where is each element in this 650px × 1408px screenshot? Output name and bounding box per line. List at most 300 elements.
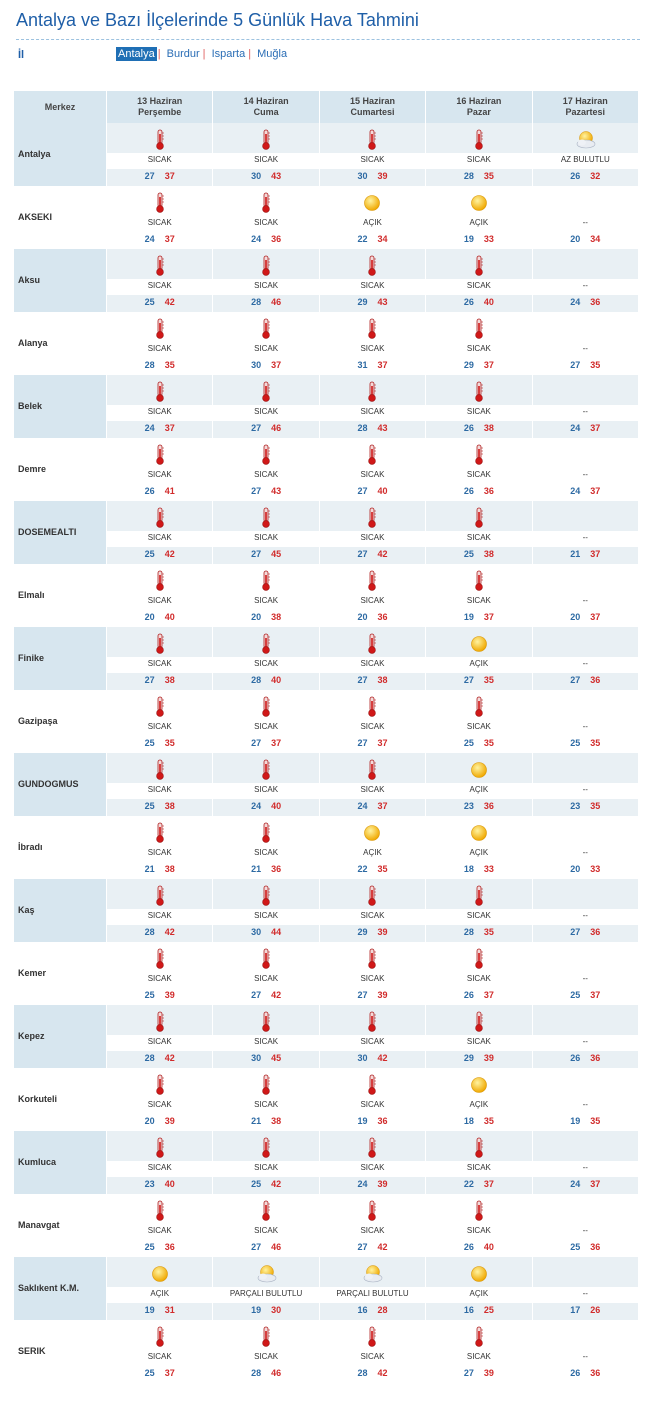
temperature-range [533, 1242, 638, 1252]
min-temperature: 25 [570, 990, 581, 1000]
min-temperature: 20 [570, 612, 581, 622]
temperature-range [213, 360, 318, 370]
forecast-row [14, 690, 639, 753]
max-temperature: 42 [377, 549, 388, 559]
max-temperature: 43 [377, 423, 388, 433]
forecast-cell-content [426, 1194, 531, 1257]
condition-label: SICAK [466, 281, 491, 290]
max-temperature: 35 [377, 864, 388, 874]
max-temperature: 36 [590, 1053, 601, 1063]
condition-label: SICAK [360, 281, 385, 290]
forecast-cell-content [426, 438, 531, 501]
forecast-row [14, 249, 639, 312]
forecast-cell [213, 1068, 319, 1131]
max-temperature: 42 [377, 1242, 388, 1252]
forecast-cell [532, 564, 638, 627]
day-date: 17 Haziran [562, 96, 608, 106]
thermometer-icon [469, 318, 489, 340]
thermometer-icon [362, 444, 382, 466]
thermometer-icon [469, 444, 489, 466]
temperature-range [107, 864, 212, 874]
min-temperature: 16 [463, 1305, 474, 1315]
thermometer-icon [256, 1011, 276, 1033]
min-temperature: 26 [463, 486, 474, 496]
forecast-cell-content [320, 1194, 425, 1257]
min-temperature: 24 [357, 1179, 368, 1189]
condition-label: PARÇALI BULUTLU [336, 1289, 409, 1298]
forecast-cell [107, 186, 213, 249]
temperature-range [107, 1305, 212, 1315]
forecast-cell [319, 501, 425, 564]
temperature-range [426, 738, 531, 748]
forecast-cell-content [533, 1068, 638, 1131]
city-cell [14, 249, 107, 312]
temperature-range [213, 1053, 318, 1063]
max-temperature: 42 [377, 1053, 388, 1063]
city-cell [14, 312, 107, 375]
min-temperature: 28 [144, 1053, 155, 1063]
condition-label: SICAK [360, 911, 385, 920]
forecast-cell [426, 627, 532, 690]
forecast-cell [319, 375, 425, 438]
forecast-cell-content [107, 690, 212, 753]
partly-cloudy-icon [256, 1263, 276, 1285]
min-temperature: 22 [463, 1179, 474, 1189]
temperature-range [426, 1368, 531, 1378]
temperature-range [426, 612, 531, 622]
forecast-cell-content [426, 942, 531, 1005]
max-temperature: 34 [377, 234, 388, 244]
thermometer-icon [362, 633, 382, 655]
forecast-cell [213, 1005, 319, 1068]
forecast-cell [213, 312, 319, 375]
thermometer-icon [256, 1074, 276, 1096]
condition-label: SICAK [466, 1037, 491, 1046]
forecast-cell-content [107, 312, 212, 375]
thermometer-icon [256, 255, 276, 277]
min-temperature: 26 [144, 486, 155, 496]
temperature-range [426, 234, 531, 244]
condition-label: SICAK [147, 407, 172, 416]
province-link-antalya[interactable]: Antalya [118, 48, 155, 60]
forecast-cell-content [320, 186, 425, 249]
forecast-cell [426, 1257, 532, 1320]
forecast-cell-content [426, 501, 531, 564]
forecast-cell-content [213, 564, 318, 627]
min-temperature: 20 [144, 1116, 155, 1126]
condition-label: -- [582, 848, 588, 857]
max-temperature: 45 [271, 1053, 282, 1063]
forecast-cell [426, 816, 532, 879]
thermometer-icon [150, 255, 170, 277]
forecast-row [14, 312, 639, 375]
forecast-cell-content [320, 1131, 425, 1194]
province-link-mugla[interactable]: Muğla [257, 48, 288, 60]
temperature-range [426, 360, 531, 370]
forecast-cell [532, 816, 638, 879]
thermometer-icon [150, 759, 170, 781]
forecast-cell [107, 564, 213, 627]
temperature-range [320, 675, 425, 685]
forecast-cell-content [320, 564, 425, 627]
condition-label: SICAK [254, 911, 279, 920]
temperature-range [320, 864, 425, 874]
forecast-cell-content [213, 1257, 318, 1320]
forecast-cell [213, 123, 319, 186]
min-temperature: 18 [463, 1116, 474, 1126]
day-header [426, 91, 532, 123]
condition-label: PARÇALI BULUTLU [229, 1289, 303, 1298]
condition-label: AÇIK [469, 659, 489, 668]
max-temperature: 39 [377, 1179, 388, 1189]
forecast-row [14, 1005, 639, 1068]
min-temperature: 30 [357, 1053, 368, 1063]
thermometer-icon [256, 444, 276, 466]
forecast-cell-content [320, 942, 425, 1005]
forecast-cell [426, 690, 532, 753]
temperature-range [213, 990, 318, 1000]
forecast-cell [426, 753, 532, 816]
thermometer-icon [362, 885, 382, 907]
condition-label: -- [582, 407, 588, 416]
forecast-row [14, 942, 639, 1005]
separator: | [157, 48, 161, 60]
max-temperature: 38 [164, 864, 175, 874]
day-date: 15 Haziran [349, 96, 395, 106]
temperature-range [426, 864, 531, 874]
forecast-cell-content [533, 627, 638, 690]
temperature-range [320, 1116, 425, 1126]
thermometer-icon [469, 255, 489, 277]
temperature-range [213, 1368, 318, 1378]
thermometer-icon [469, 1137, 489, 1159]
forecast-cell-content [533, 123, 638, 186]
forecast-cell [319, 753, 425, 816]
temperature-range [213, 864, 318, 874]
temperature-range [107, 549, 212, 559]
min-temperature: 26 [570, 1368, 581, 1378]
condition-label: AÇIK [363, 218, 382, 227]
max-temperature: 35 [483, 738, 494, 748]
condition-label: SICAK [360, 155, 385, 164]
forecast-row [14, 438, 639, 501]
forecast-cell [107, 312, 213, 375]
min-temperature: 27 [570, 360, 581, 370]
thermometer-icon [256, 507, 276, 529]
condition-label: SICAK [254, 1352, 279, 1361]
thermometer-icon [469, 570, 489, 592]
max-temperature: 25 [483, 1305, 494, 1315]
forecast-cell-content [213, 942, 318, 1005]
forecast-cell-content [107, 1005, 212, 1068]
condition-label: SICAK [466, 1163, 491, 1172]
min-temperature: 27 [144, 675, 155, 685]
province-link-burdur[interactable]: Burdur [166, 48, 200, 60]
min-temperature: 21 [251, 864, 262, 874]
thermometer-icon [150, 696, 170, 718]
min-temperature: 18 [463, 864, 474, 874]
forecast-cell-content [107, 879, 212, 942]
condition-label: SICAK [147, 470, 172, 479]
min-temperature: 23 [570, 801, 581, 811]
temperature-range [533, 990, 638, 1000]
max-temperature: 40 [377, 486, 388, 496]
condition-label: SICAK [254, 470, 279, 479]
forecast-cell-content [107, 501, 212, 564]
forecast-cell [426, 1320, 532, 1383]
thermometer-icon [150, 1074, 170, 1096]
forecast-cell [426, 942, 532, 1005]
city-name: Kumluca [18, 1157, 57, 1167]
city-name: İbradı [18, 842, 43, 852]
condition-label: SICAK [466, 596, 491, 605]
temperature-range [426, 423, 531, 433]
forecast-row [14, 1257, 639, 1320]
city-name: Alanya [18, 338, 48, 348]
condition-label: SICAK [147, 785, 172, 794]
city-cell [14, 1320, 107, 1383]
temperature-range [107, 486, 212, 496]
max-temperature: 46 [271, 297, 282, 307]
temperature-range [320, 1305, 425, 1315]
max-temperature: 39 [377, 990, 388, 1000]
forecast-cell-content [213, 627, 318, 690]
min-temperature: 20 [570, 234, 581, 244]
min-temperature: 27 [463, 1368, 474, 1378]
max-temperature: 43 [271, 486, 282, 496]
temperature-range [107, 423, 212, 433]
city-cell [14, 816, 107, 879]
min-temperature: 20 [144, 612, 155, 622]
city-cell [14, 942, 107, 1005]
max-temperature: 42 [164, 927, 175, 937]
condition-label: SICAK [466, 1226, 491, 1235]
thermometer-icon [150, 192, 170, 214]
min-temperature: 27 [357, 990, 368, 1000]
min-temperature: 25 [144, 297, 155, 307]
city-cell [14, 186, 107, 249]
max-temperature: 37 [590, 612, 601, 622]
forecast-row [14, 1320, 639, 1383]
temperature-range [107, 1368, 212, 1378]
thermometer-icon [256, 381, 276, 403]
min-temperature: 24 [570, 297, 581, 307]
separator: | [202, 48, 206, 60]
forecast-cell-content [533, 690, 638, 753]
max-temperature: 40 [271, 801, 282, 811]
max-temperature: 37 [483, 360, 494, 370]
day-weekday: Pazar [466, 107, 491, 117]
condition-label: SICAK [360, 407, 385, 416]
max-temperature: 37 [164, 234, 175, 244]
min-temperature: 25 [144, 549, 155, 559]
min-temperature: 19 [463, 612, 474, 622]
forecast-cell [532, 753, 638, 816]
forecast-cell-content [426, 879, 531, 942]
forecast-cell [532, 312, 638, 375]
temperature-range [533, 171, 638, 181]
min-temperature: 23 [144, 1179, 155, 1189]
condition-label: SICAK [360, 470, 385, 479]
condition-label: SICAK [254, 1163, 279, 1172]
forecast-cell [426, 249, 532, 312]
min-temperature: 19 [251, 1305, 262, 1315]
min-temperature: 29 [357, 297, 368, 307]
temperature-range [107, 927, 212, 937]
forecast-body [14, 123, 639, 1383]
forecast-cell-content [533, 1257, 638, 1320]
max-temperature: 38 [271, 612, 282, 622]
thermometer-icon [256, 696, 276, 718]
temperature-range [213, 423, 318, 433]
condition-label: AÇIK [469, 218, 489, 227]
province-link-isparta[interactable]: Isparta [211, 48, 246, 60]
city-cell [14, 1131, 107, 1194]
forecast-cell [107, 879, 213, 942]
thermometer-icon [256, 1137, 276, 1159]
forecast-cell-content [107, 1320, 212, 1383]
max-temperature: 39 [164, 990, 175, 1000]
forecast-cell-content [320, 879, 425, 942]
max-temperature: 37 [590, 990, 601, 1000]
day-header [213, 91, 319, 123]
temperature-range [213, 234, 318, 244]
merkez-header: Merkez [14, 91, 107, 123]
thermometer-icon [256, 129, 276, 151]
thermometer-icon [469, 1326, 489, 1348]
sun-icon [362, 822, 382, 844]
min-temperature: 22 [357, 234, 368, 244]
min-temperature: 19 [357, 1116, 368, 1126]
min-temperature: 27 [251, 549, 262, 559]
forecast-cell [107, 501, 213, 564]
forecast-cell-content [320, 312, 425, 375]
forecast-cell [213, 1257, 319, 1320]
forecast-cell [213, 627, 319, 690]
city-name: GUNDOGMUS [18, 779, 79, 789]
forecast-cell [319, 123, 425, 186]
condition-label: SICAK [360, 533, 385, 542]
sun-icon [469, 1263, 489, 1285]
max-temperature: 38 [271, 1116, 282, 1126]
max-temperature: 37 [271, 360, 282, 370]
min-temperature: 26 [463, 1242, 474, 1252]
forecast-cell [426, 879, 532, 942]
forecast-cell-content [320, 627, 425, 690]
condition-label: SICAK [147, 659, 172, 668]
condition-label: SICAK [254, 722, 279, 731]
condition-label: -- [582, 218, 588, 227]
condition-label: SICAK [147, 533, 172, 542]
condition-label: -- [582, 533, 588, 542]
min-temperature: 25 [144, 990, 155, 1000]
min-temperature: 27 [144, 171, 155, 181]
condition-label: SICAK [147, 974, 172, 983]
forecast-cell [107, 1068, 213, 1131]
min-temperature: 27 [357, 549, 368, 559]
condition-label: SICAK [254, 1100, 279, 1109]
thermometer-icon [362, 759, 382, 781]
temperature-range [320, 612, 425, 622]
temperature-range [533, 1368, 638, 1378]
temperature-range [213, 549, 318, 559]
forecast-cell-content [213, 186, 318, 249]
max-temperature: 35 [483, 171, 494, 181]
condition-label: -- [582, 344, 588, 353]
forecast-cell-content [107, 186, 212, 249]
city-cell [14, 564, 107, 627]
thermometer-icon [150, 1011, 170, 1033]
max-temperature: 37 [164, 423, 175, 433]
condition-label: SICAK [254, 218, 279, 227]
forecast-cell-content [107, 753, 212, 816]
forecast-cell-content [426, 186, 531, 249]
max-temperature: 37 [590, 549, 601, 559]
thermometer-icon [150, 570, 170, 592]
max-temperature: 42 [377, 1368, 388, 1378]
condition-label: SICAK [254, 344, 279, 353]
forecast-cell-content [533, 564, 638, 627]
temperature-range [320, 234, 425, 244]
min-temperature: 27 [251, 738, 262, 748]
forecast-cell [532, 186, 638, 249]
forecast-cell [213, 816, 319, 879]
forecast-cell-content [213, 123, 318, 186]
max-temperature: 42 [271, 1179, 282, 1189]
forecast-cell [213, 375, 319, 438]
city-name: AKSEKI [18, 212, 53, 222]
min-temperature: 27 [357, 1242, 368, 1252]
condition-label: -- [582, 911, 588, 920]
max-temperature: 32 [590, 171, 601, 181]
max-temperature: 35 [590, 1116, 601, 1126]
condition-label: SICAK [147, 911, 172, 920]
min-temperature: 27 [463, 675, 474, 685]
thermometer-icon [362, 381, 382, 403]
condition-label: -- [582, 722, 588, 731]
condition-label: SICAK [147, 848, 172, 857]
day-header [532, 91, 638, 123]
min-temperature: 24 [144, 234, 155, 244]
max-temperature: 37 [590, 1179, 601, 1189]
condition-label: SICAK [360, 596, 385, 605]
min-temperature: 24 [570, 1179, 581, 1189]
forecast-cell [319, 1068, 425, 1131]
forecast-cell [426, 1068, 532, 1131]
min-temperature: 26 [570, 1053, 581, 1063]
temperature-range [107, 1242, 212, 1252]
forecast-cell-content [533, 879, 638, 942]
forecast-cell [532, 249, 638, 312]
condition-label: -- [582, 1037, 588, 1046]
max-temperature: 39 [377, 927, 388, 937]
forecast-cell-content [107, 564, 212, 627]
forecast-cell-content [213, 879, 318, 942]
sun-icon [469, 633, 489, 655]
condition-label: SICAK [466, 974, 491, 983]
min-temperature: 25 [144, 801, 155, 811]
max-temperature: 41 [164, 486, 175, 496]
temperature-range [426, 1242, 531, 1252]
min-temperature: 30 [357, 171, 368, 181]
forecast-cell [532, 627, 638, 690]
forecast-cell [319, 690, 425, 753]
min-temperature: 27 [251, 423, 262, 433]
thermometer-icon [362, 318, 382, 340]
max-temperature: 46 [271, 1242, 282, 1252]
forecast-row [14, 186, 639, 249]
temperature-range [107, 738, 212, 748]
